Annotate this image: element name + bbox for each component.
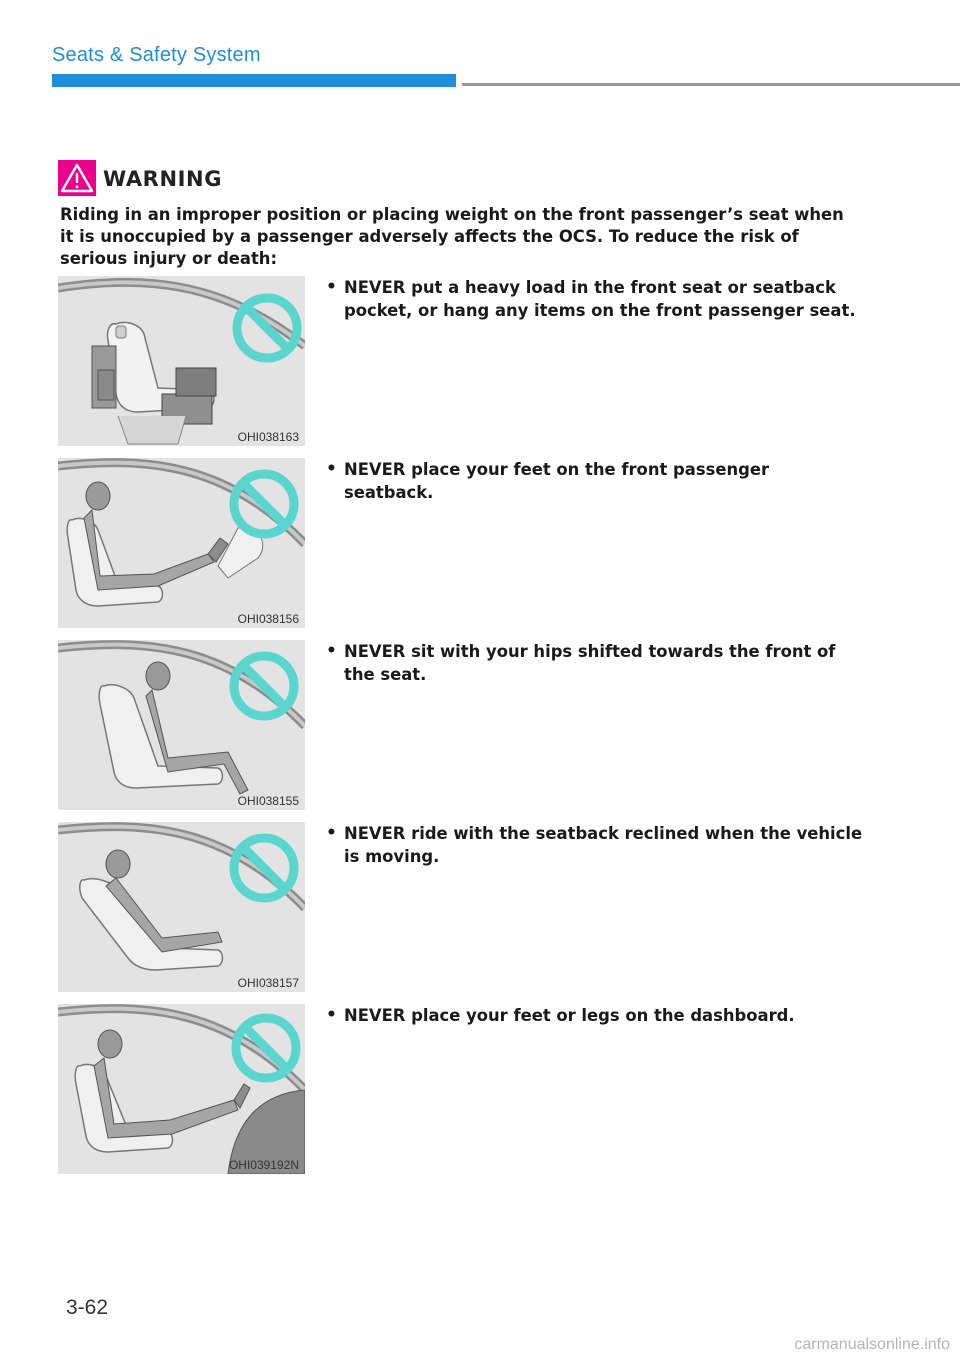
illustration-load-on-seat [58, 276, 305, 446]
warning-item [58, 1004, 938, 1174]
illustration-feet-on-seatback [58, 458, 305, 628]
prohibition-icon [58, 640, 305, 810]
warning-triangle-icon [58, 160, 96, 196]
warning-title: WARNING [103, 167, 223, 191]
warning-item-text: NEVER ride with the seatback reclined when the vehicle is moving. [344, 824, 863, 866]
warning-item [58, 458, 938, 628]
warning-item-text: NEVER place your feet or legs on the dashboard. [344, 1006, 795, 1025]
figure-code: OHI038156 [237, 612, 299, 626]
prohibition-icon [58, 458, 305, 628]
section-title: Seats & Safety System [52, 44, 261, 66]
prohibition-icon [58, 822, 305, 992]
bullet: • [326, 823, 337, 843]
warning-item [58, 640, 938, 810]
header-rule-gray [462, 83, 960, 86]
illustration-feet-on-dashboard [58, 1004, 305, 1174]
warning-item-text: NEVER place your feet on the front passenger seatback. [344, 460, 770, 502]
prohibition-icon [58, 1004, 305, 1174]
figure-code: OHI039192N [228, 1158, 299, 1172]
illustration-hips-shifted [58, 640, 305, 810]
watermark: carmanualsonline.info [794, 1336, 950, 1353]
bullet: • [326, 1005, 337, 1025]
figure-code: OHI038157 [237, 976, 299, 990]
prohibition-icon [58, 276, 305, 446]
warning-item-text: NEVER put a heavy load in the front seat or seatback pocket, or hang any items on the front passenger seat. [344, 278, 856, 320]
warning-item [58, 276, 938, 446]
warning-intro: Riding in an improper position or placing weight on the front passenger’s seat when it is unoccupied by a passenger adversely affects the OCS. To reduce the risk of serious injury or death: [60, 205, 844, 268]
page-number: 3-62 [66, 1296, 109, 1319]
bullet: • [326, 459, 337, 479]
warning-item [58, 822, 938, 992]
illustration-seatback-reclined [58, 822, 305, 992]
header-rule-blue [52, 74, 456, 87]
figure-code: OHI038163 [237, 430, 299, 444]
bullet: • [326, 277, 337, 297]
warning-item-text: NEVER sit with your hips shifted towards the front of the seat. [344, 642, 836, 684]
figure-code: OHI038155 [237, 794, 299, 808]
bullet: • [326, 641, 337, 661]
